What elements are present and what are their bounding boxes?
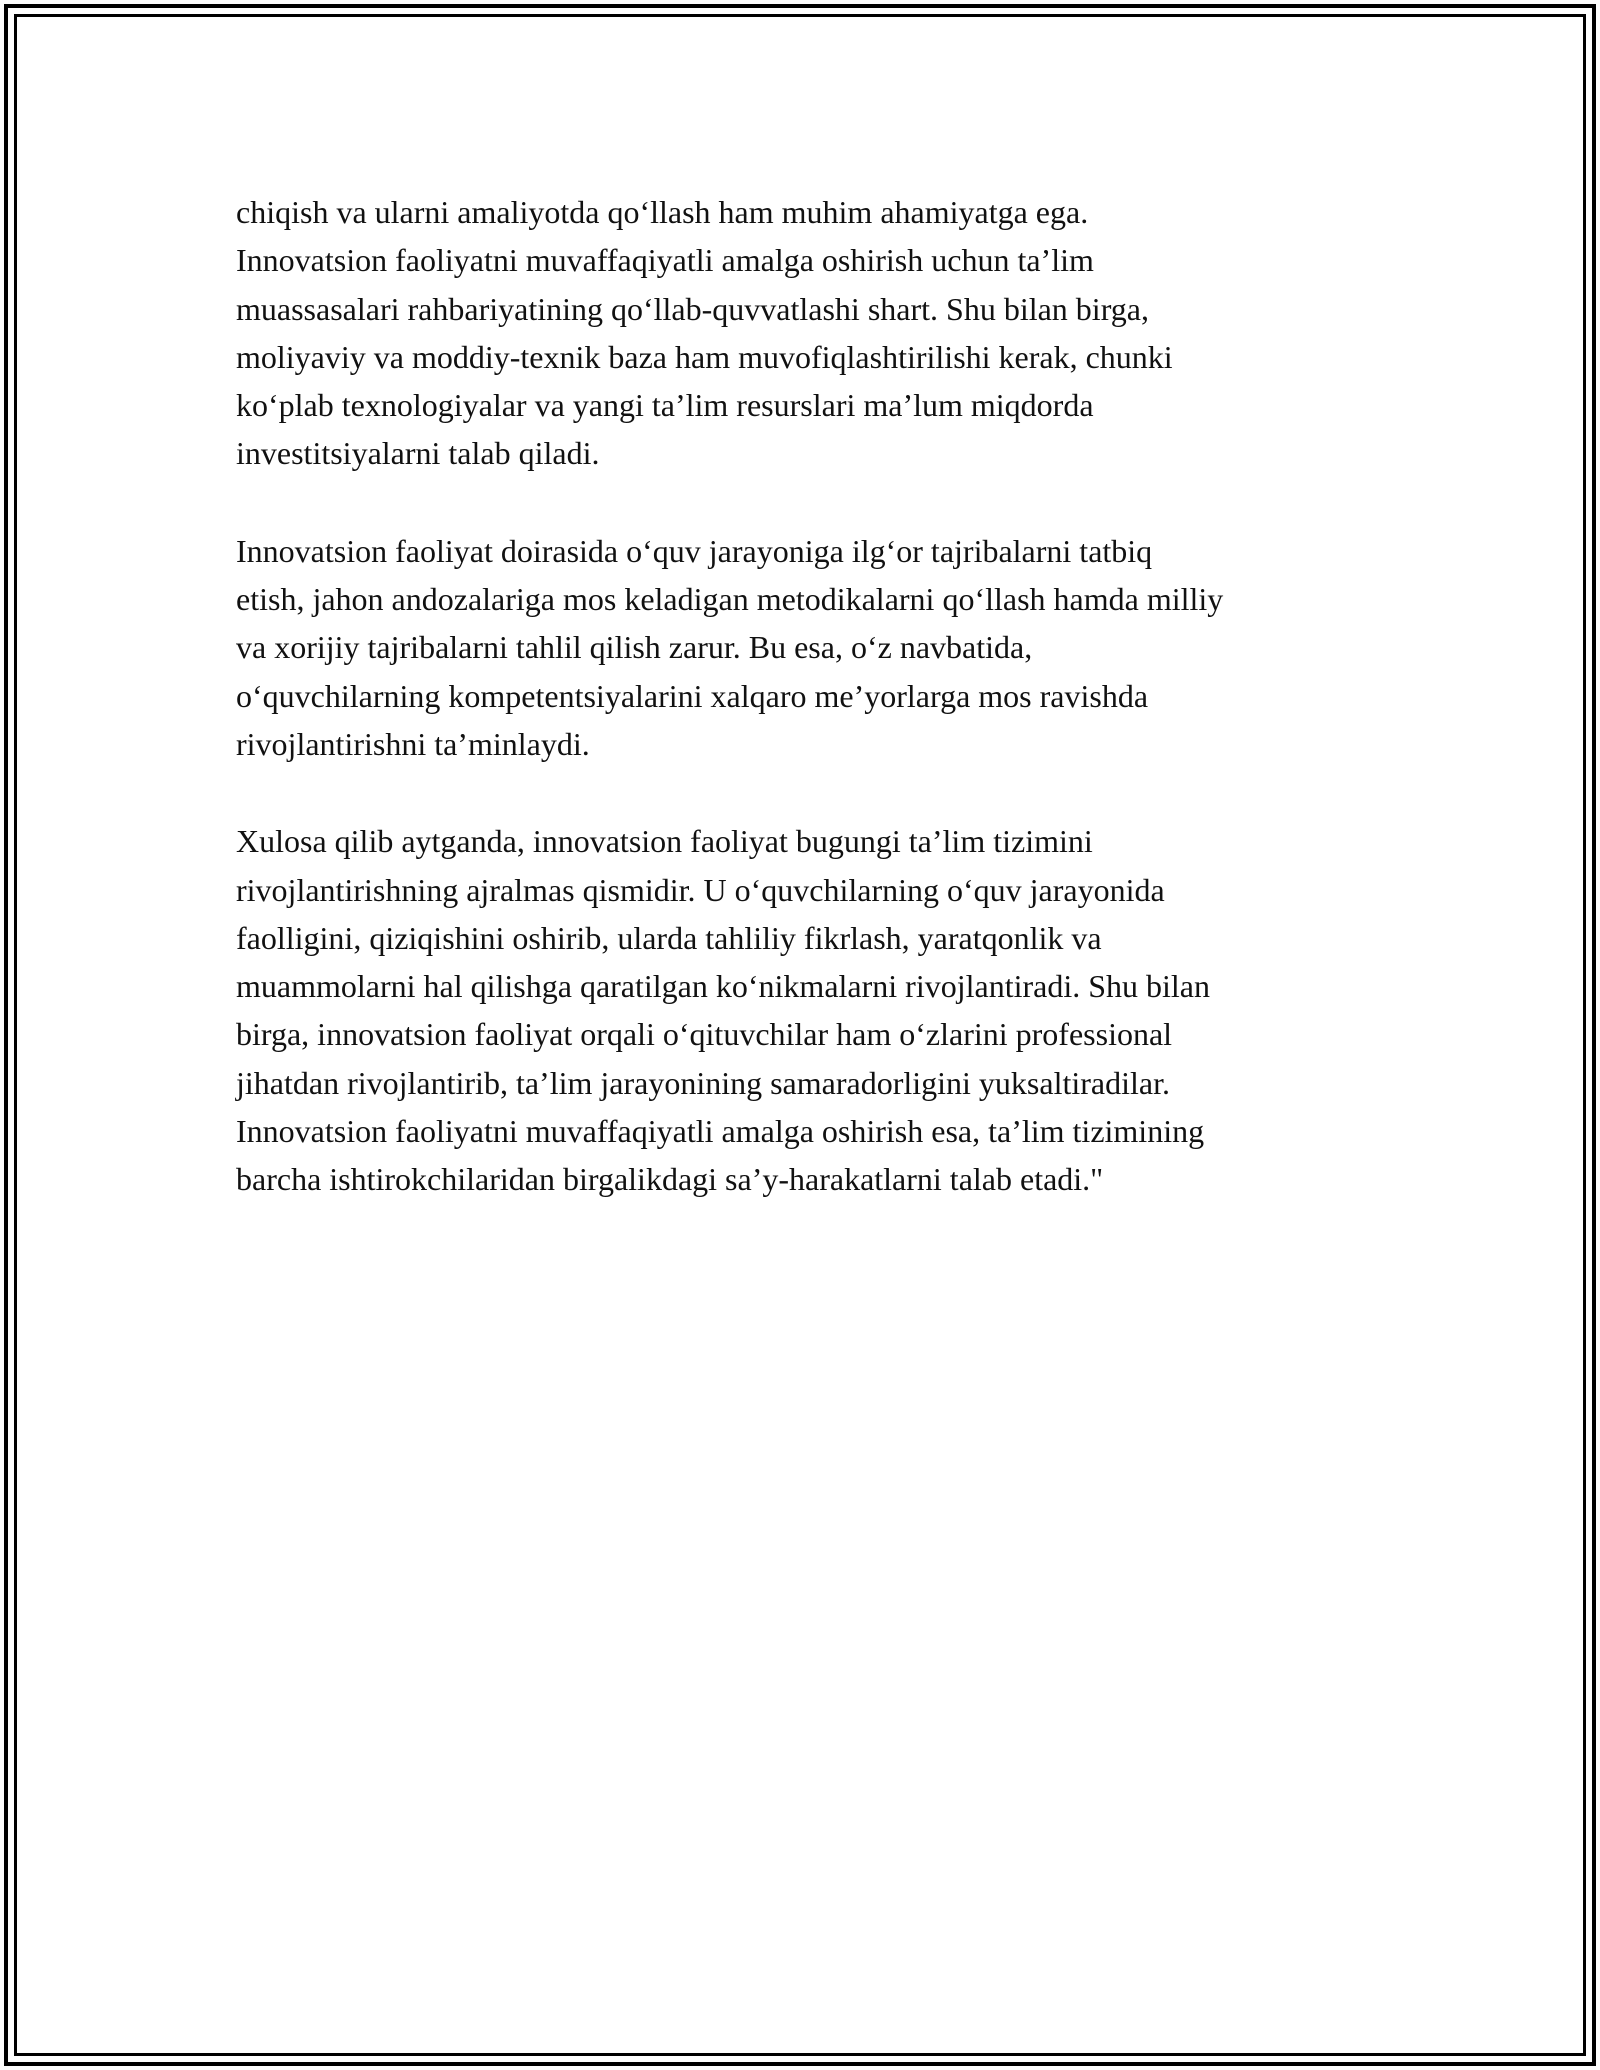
- text-line: investitsiyalarni talab qiladi.: [236, 435, 600, 472]
- paragraph-2: [236, 527, 1416, 768]
- text-line: muammolarni hal qilishga qaratilgan ko‘nikmalarni rivojlantiradi. Shu bilan: [236, 968, 1210, 1005]
- text-line: etish, jahon andozalariga mos keladigan metodikalarni qo‘llash hamda milliy: [236, 581, 1224, 618]
- text-line: barcha ishtirokchilaridan birgalikdagi sa’y-harakatlarni talab etadi.": [236, 1161, 1104, 1198]
- paragraph-1: [236, 188, 1416, 478]
- text-line: Innovatsion faoliyat doirasida o‘quv jarayoniga ilg‘or tajribalarni tatbiq: [236, 532, 1153, 569]
- text-line: moliyaviy va moddiy-texnik baza ham muvofiqlashtirilishi kerak, chunki: [236, 338, 1173, 375]
- text-line: rivojlantirishning ajralmas qismidir. U o‘quvchilarning o‘quv jarayonida: [236, 871, 1165, 908]
- text-line: muassasalari rahbariyatining qo‘llab-quvvatlashi shart. Shu bilan birga,: [236, 290, 1149, 327]
- paragraph-3: [236, 817, 1416, 1203]
- text-line: faolligini, qiziqishini oshirib, ularda tahliliy fikrlash, yaratqonlik va: [236, 919, 1102, 956]
- text-line: Innovatsion faoliyatni muvaffaqiyatli amalga oshirish uchun ta’lim: [236, 242, 1094, 279]
- text-line: o‘quvchilarning kompetentsiyalarini xalqaro me’yorlarga mos ravishda: [236, 677, 1149, 714]
- text-line: rivojlantirishni ta’minlaydi.: [236, 725, 590, 762]
- text-line: chiqish va ularni amaliyotda qo‘llash ham muhim ahamiyatga ega.: [236, 194, 1089, 230]
- text-line: jihatdan rivojlantirib, ta’lim jarayonining samaradorligini yuksaltiradilar.: [236, 1064, 1170, 1101]
- text-line: Xulosa qilib aytganda, innovatsion faoliyat bugungi ta’lim tizimini: [236, 823, 1093, 860]
- text-line: ko‘plab texnologiyalar va yangi ta’lim resurslari ma’lum miqdorda: [236, 387, 1094, 424]
- text-line: Innovatsion faoliyatni muvaffaqiyatli amalga oshirish esa, ta’lim tizimining: [236, 1113, 1205, 1150]
- document-body: [236, 188, 1416, 1253]
- text-line: birga, innovatsion faoliyat orqali o‘qituvchilar ham o‘zlarini professional: [236, 1016, 1173, 1053]
- text-line: va xorijiy tajribalarni tahlil qilish zarur. Bu esa, o‘z navbatida,: [236, 629, 1033, 666]
